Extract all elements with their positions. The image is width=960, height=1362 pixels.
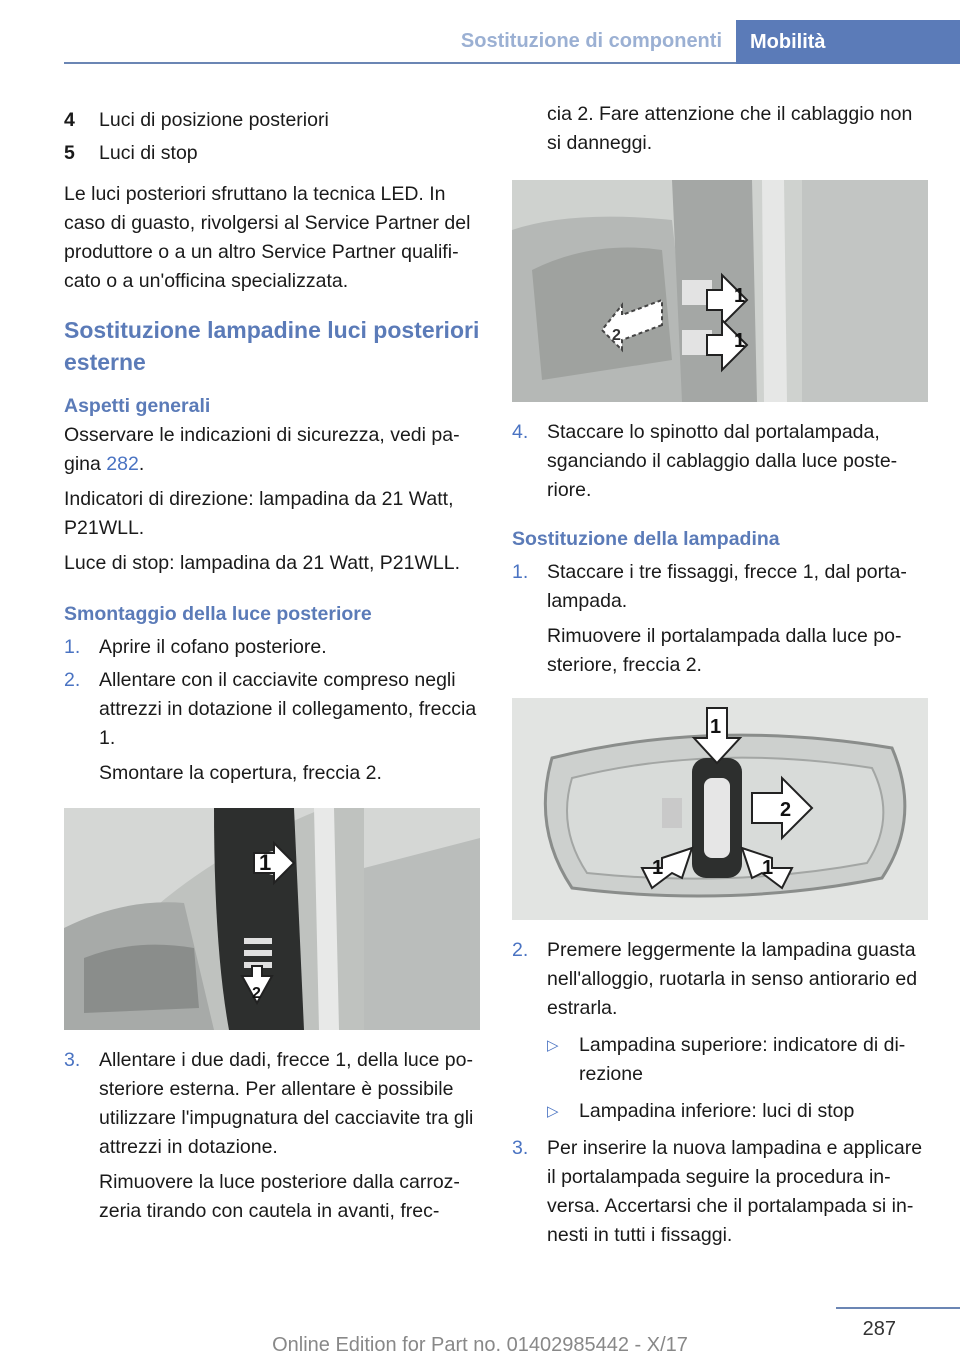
step-item: 2. Premere leggermente la lampadina guasta nell'alloggio, ruotarla in senso antiorario ed estrarla. (512, 939, 918, 1019)
section-title: Sostituzione lampadine luci posteriori esterne (64, 317, 480, 375)
replace-heading: Sostituzione della lampadina (512, 528, 780, 550)
continued-text: cia 2. Fare attenzione che il cablaggio non si danneggi. (547, 103, 913, 154)
page-link[interactable]: 282 (106, 453, 139, 475)
figure-label: 1 (259, 850, 272, 875)
footer-rule (836, 1307, 960, 1309)
step-subtext: Rimuovere il portalampada dalla luce posteriore, freccia 2. (547, 625, 902, 676)
right-column (512, 100, 928, 1250)
step-item: 3. Per inserire la nuova lampadina e applicare il portalampada seguire la procedura inversa. Accertarsi che il portalampada si innesti in tutti i fissaggi. (512, 1137, 923, 1246)
step-item: 1. Staccare i tre fissaggi, frecce 1, dal portalampada. (512, 561, 907, 612)
safety-paragraph: Osservare le indicazioni di sicurezza, vedi pagina 282. (64, 424, 460, 475)
general-heading: Aspetti generali (64, 395, 211, 417)
step-subtext: Rimuovere la luce posteriore dalla carrozzeria tirando con cautela in avanti, frec- (99, 1171, 460, 1222)
step-item: 3. Allentare i due dadi, frecce 1, della luce posteriore esterna. Per allentare è possibile utilizzare l'impugnatura del cacciavite tra gli attrezzi in dotazione. (64, 1049, 474, 1158)
figure-label: 1 (652, 857, 664, 879)
step-item: 2. Allentare con il cacciavite compreso negli attrezzi in dotazione il collegamento, freccia 1. (64, 669, 477, 749)
bullet-item: ▷ Lampadina inferiore: luci di stop (547, 1097, 928, 1126)
figure-label: 1 (734, 330, 746, 352)
figure-label: 1 (762, 857, 774, 879)
figure-label: 2 (612, 327, 621, 344)
step-subtext: Smontare la copertura, freccia 2. (99, 762, 382, 784)
removal-heading: Smontaggio della luce posteriore (64, 603, 372, 625)
edition-footer: Online Edition for Part no. 01402985442 - X/17 (272, 1334, 688, 1356)
intro-paragraph: Le luci posteriori sfruttano la tecnica LED. In caso di guasto, rivolgersi al Service Partner del produttore o a un altro Service Partner qualificato o a un'officina specializzata. (64, 183, 471, 292)
step-item: 1. Aprire il cofano posteriore. (64, 636, 327, 658)
step-item: 4. Staccare lo spinotto dal portalampada, sganciando il cablaggio dalla luce posteriore. (512, 421, 898, 501)
header-chapter-tab: Mobilità (736, 20, 960, 64)
figure-label: 1 (734, 285, 746, 307)
header-section-title: Sostituzione di componenti (460, 30, 722, 52)
left-column (64, 106, 480, 1226)
figure-label: 1 (710, 716, 722, 738)
legend-item: 5 Luci di stop (64, 142, 198, 164)
figure-cover-removal (64, 808, 480, 1030)
triangle-bullet-icon: ▷ (547, 1103, 559, 1120)
stoplight-text: Luce di stop: lampadina da 21 Watt, P21WLL. (64, 552, 461, 574)
page-number: 287 (862, 1318, 896, 1340)
figure-label: 2 (252, 985, 261, 1002)
figure-light-removal (512, 180, 928, 402)
indicators-text: Indicatori di direzione: lampadina da 21 Watt, P21WLL. (64, 488, 454, 539)
triangle-bullet-icon: ▷ (547, 1037, 559, 1054)
figure-lampholder (512, 698, 928, 920)
bullet-item: ▷ Lampadina superiore: indicatore di direzione (547, 1031, 928, 1089)
figure-label: 2 (780, 799, 792, 821)
legend-item: 4 Luci di posizione posteriori (64, 109, 329, 131)
